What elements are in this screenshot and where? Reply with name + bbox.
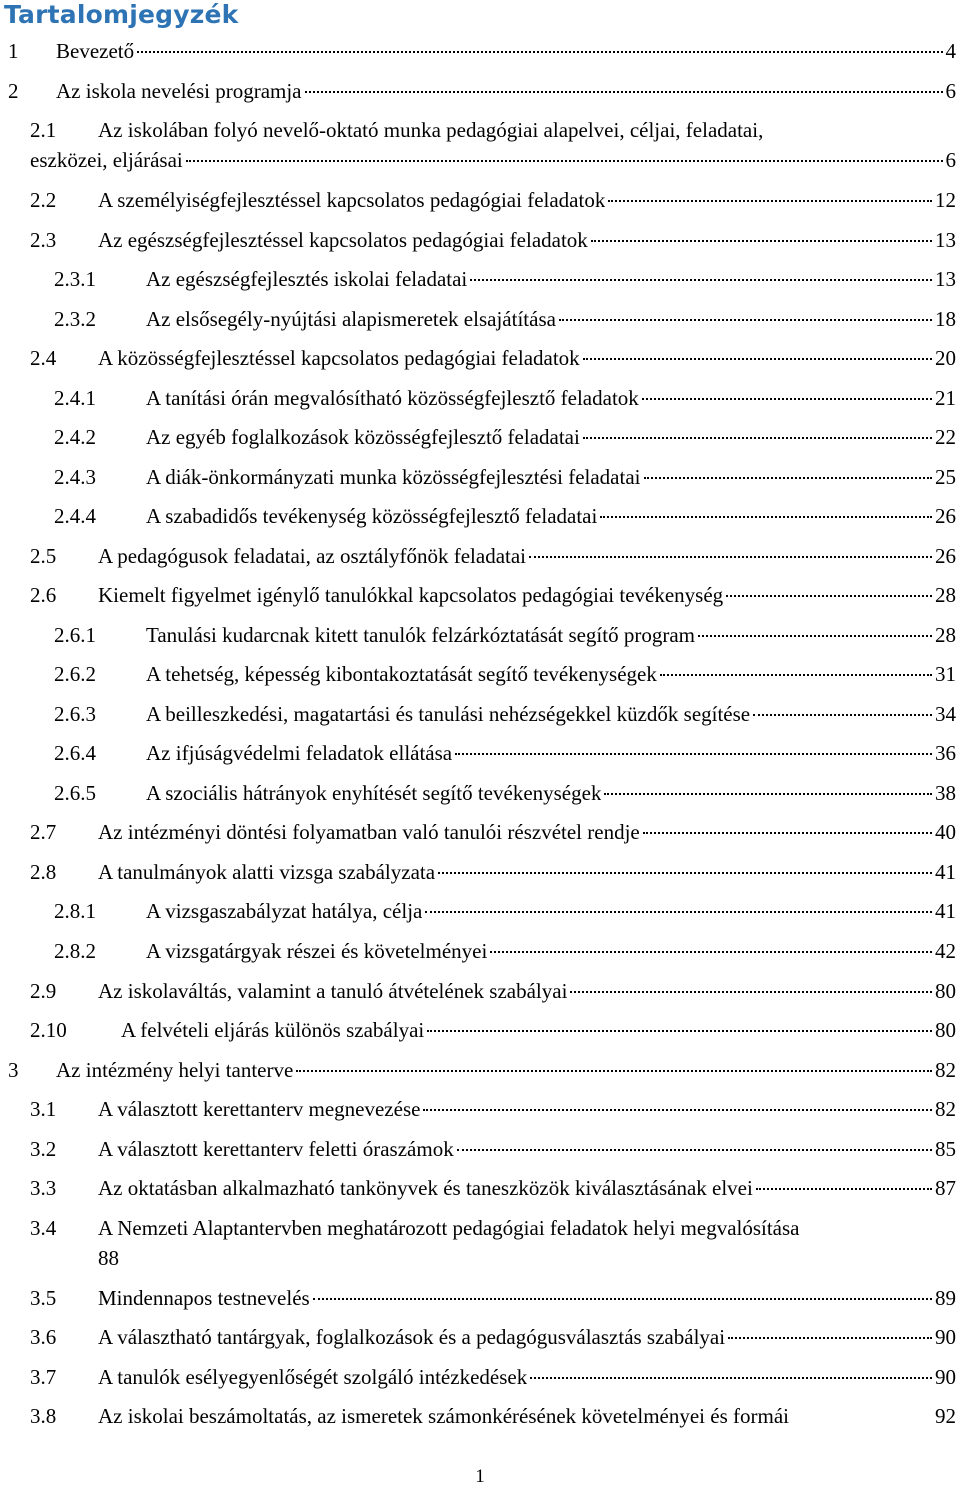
toc-entry-page: 12 xyxy=(935,188,956,212)
toc-entry-page: 90 xyxy=(935,1325,956,1349)
toc-entry-3-7[interactable] xyxy=(30,1362,956,1392)
toc-entry-page: 42 xyxy=(935,939,956,963)
toc-entry-title: A pedagógusok feladatai, az osztályfőnök feladatai xyxy=(98,544,526,568)
toc-entry-number: 3.3 xyxy=(30,1176,57,1200)
toc-entry-title: A beilleszkedési, magatartási és tanulási nehézségekkel küzdők segítése xyxy=(146,702,751,726)
toc-entry-page: 85 xyxy=(935,1137,956,1161)
toc-entry-title: Az oktatásban alkalmazható tankönyvek és taneszközök kiválasztásának elvei xyxy=(98,1176,753,1200)
toc-entry-2-6[interactable] xyxy=(30,580,956,610)
dot-leader xyxy=(529,556,932,558)
toc-entry-page: 6 xyxy=(945,148,956,172)
dot-leader xyxy=(438,872,932,874)
toc-entry-number: 2.6.5 xyxy=(54,781,96,805)
toc-entry-title: Az iskolában folyó nevelő-oktató munka pedagógiai alapelvei, céljai, feladatai, xyxy=(98,118,764,142)
toc-entry-number: 2.8.2 xyxy=(54,939,96,963)
toc-entry-title: Az iskola nevelési programja xyxy=(56,79,302,103)
toc-entry-title: Az egészségfejlesztéssel kapcsolatos pedagógiai feladatok xyxy=(98,228,588,252)
toc-entry-2-4-3[interactable] xyxy=(54,462,956,492)
toc-entry-number: 3.8 xyxy=(30,1404,57,1428)
toc-entry-title: A tehetség, képesség kibontakoztatását segítő tevékenységek xyxy=(146,662,657,686)
dot-leader xyxy=(423,1109,932,1111)
toc-entry-page: 13 xyxy=(935,267,956,291)
toc-entry-2-3[interactable] xyxy=(30,225,956,255)
toc-entry-title: Tanulási kudarcnak kitett tanulók felzárkóztatását segítő program xyxy=(146,623,695,647)
toc-entry-title: A vizsgatárgyak részei és követelményei xyxy=(146,939,488,963)
toc-entry-page: 38 xyxy=(935,781,956,805)
toc-entry-page: 13 xyxy=(935,228,956,252)
toc-entry-page: 80 xyxy=(935,1018,956,1042)
toc-entry-2-9[interactable] xyxy=(30,976,956,1006)
toc-entry-title: Az iskolaváltás, valamint a tanuló átvételének szabályai xyxy=(98,979,568,1003)
toc-entry-page: 89 xyxy=(935,1286,956,1310)
toc-entry-title: A közösségfejlesztéssel kapcsolatos pedagógiai feladatok xyxy=(98,346,580,370)
toc-entry-1[interactable] xyxy=(8,36,956,66)
toc-entry-page: 25 xyxy=(935,465,956,489)
toc-entry-2-7[interactable] xyxy=(30,817,956,847)
toc-entry-2-6-2[interactable] xyxy=(54,659,956,689)
toc-entry-page: 82 xyxy=(935,1058,956,1082)
toc-entry-page: 90 xyxy=(935,1365,956,1389)
toc-entry-page: 36 xyxy=(935,741,956,765)
toc-entry-page: 21 xyxy=(935,386,956,410)
dot-leader xyxy=(644,477,933,479)
toc-entry-page: 22 xyxy=(935,425,956,449)
toc-entry-number: 2.10 xyxy=(30,1018,67,1042)
toc-entry-number: 2.6.4 xyxy=(54,741,96,765)
dot-leader xyxy=(753,714,932,716)
dot-leader xyxy=(559,319,932,321)
toc-entry-page: 26 xyxy=(935,504,956,528)
dot-leader xyxy=(583,437,932,439)
toc-entry-2-4-1[interactable] xyxy=(54,383,956,413)
toc-entry-number: 2.3.2 xyxy=(54,307,96,331)
toc-entry-title: Az egyéb foglalkozások közösségfejlesztő feladatai xyxy=(146,425,580,449)
dot-leader xyxy=(643,832,932,834)
toc-entry-title: A tanulmányok alatti vizsga szabályzata xyxy=(98,860,436,884)
toc-entry-title-continued: eszközei, eljárásai xyxy=(30,148,183,172)
toc-entry-title: Az intézményi döntési folyamatban való tanulói részvétel rendje xyxy=(98,820,640,844)
toc-entry-page: 82 xyxy=(935,1097,956,1121)
dot-leader xyxy=(583,358,932,360)
toc-entry-2-3-2[interactable] xyxy=(54,304,956,334)
toc-entry-number: 2.8.1 xyxy=(54,899,96,923)
toc-entry-page: 34 xyxy=(935,702,956,726)
dot-leader xyxy=(698,635,932,637)
toc-entry-title: Mindennapos testnevelés xyxy=(98,1286,310,1310)
toc-entry-3-8[interactable] xyxy=(30,1401,956,1431)
toc-entry-2-8-1[interactable] xyxy=(54,896,956,926)
toc-entry-number: 2.4.1 xyxy=(54,386,96,410)
toc-entry-number: 1 xyxy=(8,39,19,63)
dot-leader xyxy=(427,1030,932,1032)
toc-entry-title: Az iskolai beszámoltatás, az ismeretek számonkérésének követelményei és formái xyxy=(98,1404,789,1428)
dot-leader xyxy=(642,398,932,400)
toc-entry-number: 2.4.4 xyxy=(54,504,96,528)
dot-leader xyxy=(313,1298,932,1300)
toc-entry-number: 3.6 xyxy=(30,1325,57,1349)
toc-entry-title: Az ifjúságvédelmi feladatok ellátása xyxy=(146,741,453,765)
toc-entry-page: 31 xyxy=(935,662,956,686)
toc-entry-page: 28 xyxy=(935,583,956,607)
dot-leader xyxy=(660,674,932,676)
toc-entry-2-4-2[interactable] xyxy=(54,422,956,452)
toc-entry-3-1[interactable] xyxy=(30,1094,956,1124)
toc-entry-page: 26 xyxy=(935,544,956,568)
dot-leader xyxy=(490,951,932,953)
toc-entry-2-6-5[interactable] xyxy=(54,778,956,808)
toc-entry-number: 2.6 xyxy=(30,583,57,607)
toc-entry-title: A szociális hátrányok enyhítését segítő tevékenységek xyxy=(146,781,602,805)
toc-entry-3-4[interactable] xyxy=(30,1213,956,1273)
toc-entry-title: Kiemelt figyelmet igénylő tanulókkal kapcsolatos pedagógiai tevékenység xyxy=(98,583,724,607)
dot-leader xyxy=(608,200,932,202)
toc-entry-2-4-4[interactable] xyxy=(54,501,956,531)
toc-entry-page: 87 xyxy=(935,1176,956,1200)
dot-leader xyxy=(570,991,932,993)
dot-leader xyxy=(726,595,932,597)
toc-entry-number: 2.9 xyxy=(30,979,57,1003)
toc-entry-title: A vizsgaszabályzat hatálya, célja xyxy=(146,899,423,923)
toc-entry-page: 40 xyxy=(935,820,956,844)
toc-entry-number: 3.1 xyxy=(30,1097,57,1121)
page-number: 1 xyxy=(475,1466,485,1487)
toc-entry-number: 3 xyxy=(8,1058,19,1082)
dot-leader xyxy=(470,279,932,281)
dot-leader xyxy=(600,516,932,518)
dot-leader xyxy=(756,1188,932,1190)
toc-entry-number: 2.7 xyxy=(30,820,57,844)
toc-entry-page: 28 xyxy=(935,623,956,647)
toc-entry-2-6-1[interactable] xyxy=(54,620,956,650)
toc-entry-2-1[interactable] xyxy=(30,115,956,175)
toc-entry-2[interactable] xyxy=(8,76,956,106)
toc-entry-3-3[interactable] xyxy=(30,1173,956,1203)
toc-entry-title: Az intézmény helyi tanterve xyxy=(56,1058,294,1082)
toc-entry-title: A tanítási órán megvalósítható közösségfejlesztő feladatok xyxy=(146,386,639,410)
dot-leader xyxy=(455,753,932,755)
toc-entry-title: Az egészségfejlesztés iskolai feladatai xyxy=(146,267,468,291)
dot-leader xyxy=(591,240,932,242)
toc-entry-2-3-1[interactable] xyxy=(54,264,956,294)
toc-entry-page: 4 xyxy=(945,39,956,63)
toc-entry-number: 2.2 xyxy=(30,188,57,212)
toc-entry-page: 80 xyxy=(935,979,956,1003)
toc-entry-2-5[interactable] xyxy=(30,541,956,571)
toc-entry-3-6[interactable] xyxy=(30,1322,956,1352)
toc-entry-2-10[interactable] xyxy=(30,1015,956,1045)
toc-entry-page: 6 xyxy=(945,79,956,103)
toc-entry-number: 2.3 xyxy=(30,228,57,252)
toc-entry-number: 3.2 xyxy=(30,1137,57,1161)
toc-entry-number: 2.4.3 xyxy=(54,465,96,489)
toc-entry-page: 20 xyxy=(935,346,956,370)
toc-entry-number: 2.4 xyxy=(30,346,57,370)
toc-entry-number: 2.1 xyxy=(30,118,57,142)
toc-entry-number: 2.8 xyxy=(30,860,57,884)
toc-entry-title: A választott kerettanterv megnevezése xyxy=(98,1097,421,1121)
toc-entry-2-2[interactable] xyxy=(30,185,956,215)
toc-entry-number: 2 xyxy=(8,79,19,103)
toc-entry-3[interactable] xyxy=(8,1055,956,1085)
toc-entry-number: 2.5 xyxy=(30,544,57,568)
toc-entry-title: A tanulók esélyegyenlőségét szolgáló intézkedések xyxy=(98,1365,528,1389)
toc-entry-3-5[interactable] xyxy=(30,1283,956,1313)
toc-entry-title: A választott kerettanterv feletti óraszámok xyxy=(98,1137,454,1161)
toc-entry-number: 2.4.2 xyxy=(54,425,96,449)
dot-leader xyxy=(530,1377,932,1379)
toc-entry-page: 41 xyxy=(935,860,956,884)
toc-entry-number: 3.5 xyxy=(30,1286,57,1310)
dot-leader xyxy=(305,91,943,93)
toc-entry-number: 2.6.1 xyxy=(54,623,96,647)
toc-entry-2-4[interactable] xyxy=(30,343,956,373)
toc-entry-page: 41 xyxy=(935,899,956,923)
toc-entry-page: 18 xyxy=(935,307,956,331)
dot-leader xyxy=(425,911,932,913)
dot-leader xyxy=(137,51,942,53)
toc-entry-3-2[interactable] xyxy=(30,1134,956,1164)
toc-entry-2-8[interactable] xyxy=(30,857,956,887)
toc-entry-number: 2.6.2 xyxy=(54,662,96,686)
toc-entry-2-6-4[interactable] xyxy=(54,738,956,768)
toc-entry-number: 3.4 xyxy=(30,1216,57,1240)
dot-leader xyxy=(296,1070,932,1072)
toc-entry-page: 88 xyxy=(98,1246,119,1270)
toc-entry-number: 2.6.3 xyxy=(54,702,96,726)
toc-entry-number: 3.7 xyxy=(30,1365,57,1389)
toc-entry-title: A választható tantárgyak, foglalkozások és a pedagógusválasztás szabályai xyxy=(98,1325,726,1349)
toc-entry-2-6-3[interactable] xyxy=(54,699,956,729)
dot-leader xyxy=(604,793,932,795)
dot-leader xyxy=(457,1149,932,1151)
toc-entry-page: 92 xyxy=(935,1404,956,1428)
toc-entry-title: A diák-önkormányzati munka közösségfejlesztési feladatai xyxy=(146,465,641,489)
toc-entry-title: Bevezető xyxy=(56,39,135,63)
dot-leader xyxy=(186,160,943,162)
toc-entry-2-8-2[interactable] xyxy=(54,936,956,966)
toc-entry-title: A személyiségfejlesztéssel kapcsolatos pedagógiai feladatok xyxy=(98,188,606,212)
page-title: Tartalomjegyzék xyxy=(4,0,239,29)
toc-entry-title: A felvételi eljárás különös szabályai xyxy=(121,1018,425,1042)
toc-entry-title: A szabadidős tevékenység közösségfejlesztő feladatai xyxy=(146,504,598,528)
toc-entry-title: Az elsősegély-nyújtási alapismeretek elsajátítása xyxy=(146,307,556,331)
toc-entry-number: 2.3.1 xyxy=(54,267,96,291)
dot-leader xyxy=(728,1337,932,1339)
toc-entry-title: A Nemzeti Alaptantervben meghatározott pedagógiai feladatok helyi megvalósítása xyxy=(98,1216,800,1240)
